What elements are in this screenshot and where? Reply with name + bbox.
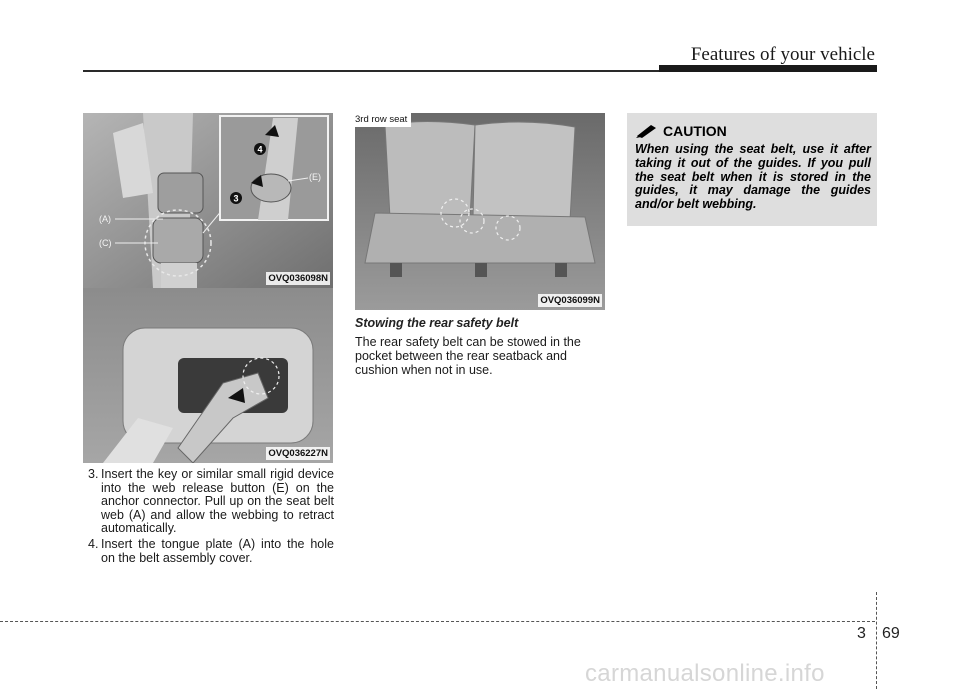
label-e: (E) xyxy=(309,172,321,182)
chapter-number: 3 xyxy=(857,625,866,642)
belt-cover-illustration xyxy=(83,288,333,463)
figure-belt-anchor xyxy=(83,113,333,288)
figure-code: OVQ036099N xyxy=(540,295,600,306)
step-text: Insert the key or similar small rigid device into the web release button (E) on the anchor connector. Pull up on the seat belt web (A) and allow the webbing to retract automatically. xyxy=(101,467,334,536)
footer-divider xyxy=(0,621,875,622)
header-tab xyxy=(659,65,877,72)
caution-pencil-icon xyxy=(635,124,659,138)
caution-text: When using the seat belt, use it after taking it out of the guides. If you pull the seat belt when it is stored in the guides, it may damage the guides and/or belt webbing. xyxy=(635,142,871,212)
header-rule xyxy=(83,70,659,72)
footer-page-divider xyxy=(876,592,877,689)
label-a: (A) xyxy=(99,214,111,224)
seat-illustration xyxy=(355,113,605,310)
step-3 xyxy=(88,468,334,536)
step-text: Insert the tongue plate (A) into the hole on the belt assembly cover. xyxy=(101,536,334,565)
stowing-title: Stowing the rear safety belt xyxy=(355,316,519,330)
steps-list xyxy=(88,468,334,565)
step-4 xyxy=(88,538,334,565)
page-number: 69 xyxy=(882,625,900,642)
section-title: Features of your vehicle xyxy=(690,44,875,65)
step-number: 4. xyxy=(88,536,99,551)
stowing-body: The rear safety belt can be stowed in the pocket between the rear seatback and cushion when not in use. xyxy=(355,335,581,377)
belt-anchor-illustration xyxy=(83,113,333,288)
figure-belt-cover xyxy=(83,288,333,463)
watermark: carmanualsonline.info xyxy=(585,660,825,687)
figure-third-row-seat xyxy=(355,113,605,310)
step-3-marker: 3 xyxy=(233,193,239,204)
figure-label: 3rd row seat xyxy=(355,113,411,127)
figure-code: OVQ036098N xyxy=(268,273,328,284)
step-4-marker: 4 xyxy=(257,144,263,155)
label-c: (C) xyxy=(99,238,112,248)
figure-code: OVQ036227N xyxy=(268,448,328,459)
caution-title: CAUTION xyxy=(663,123,727,139)
caution-box xyxy=(627,113,877,226)
step-number: 3. xyxy=(88,467,99,481)
